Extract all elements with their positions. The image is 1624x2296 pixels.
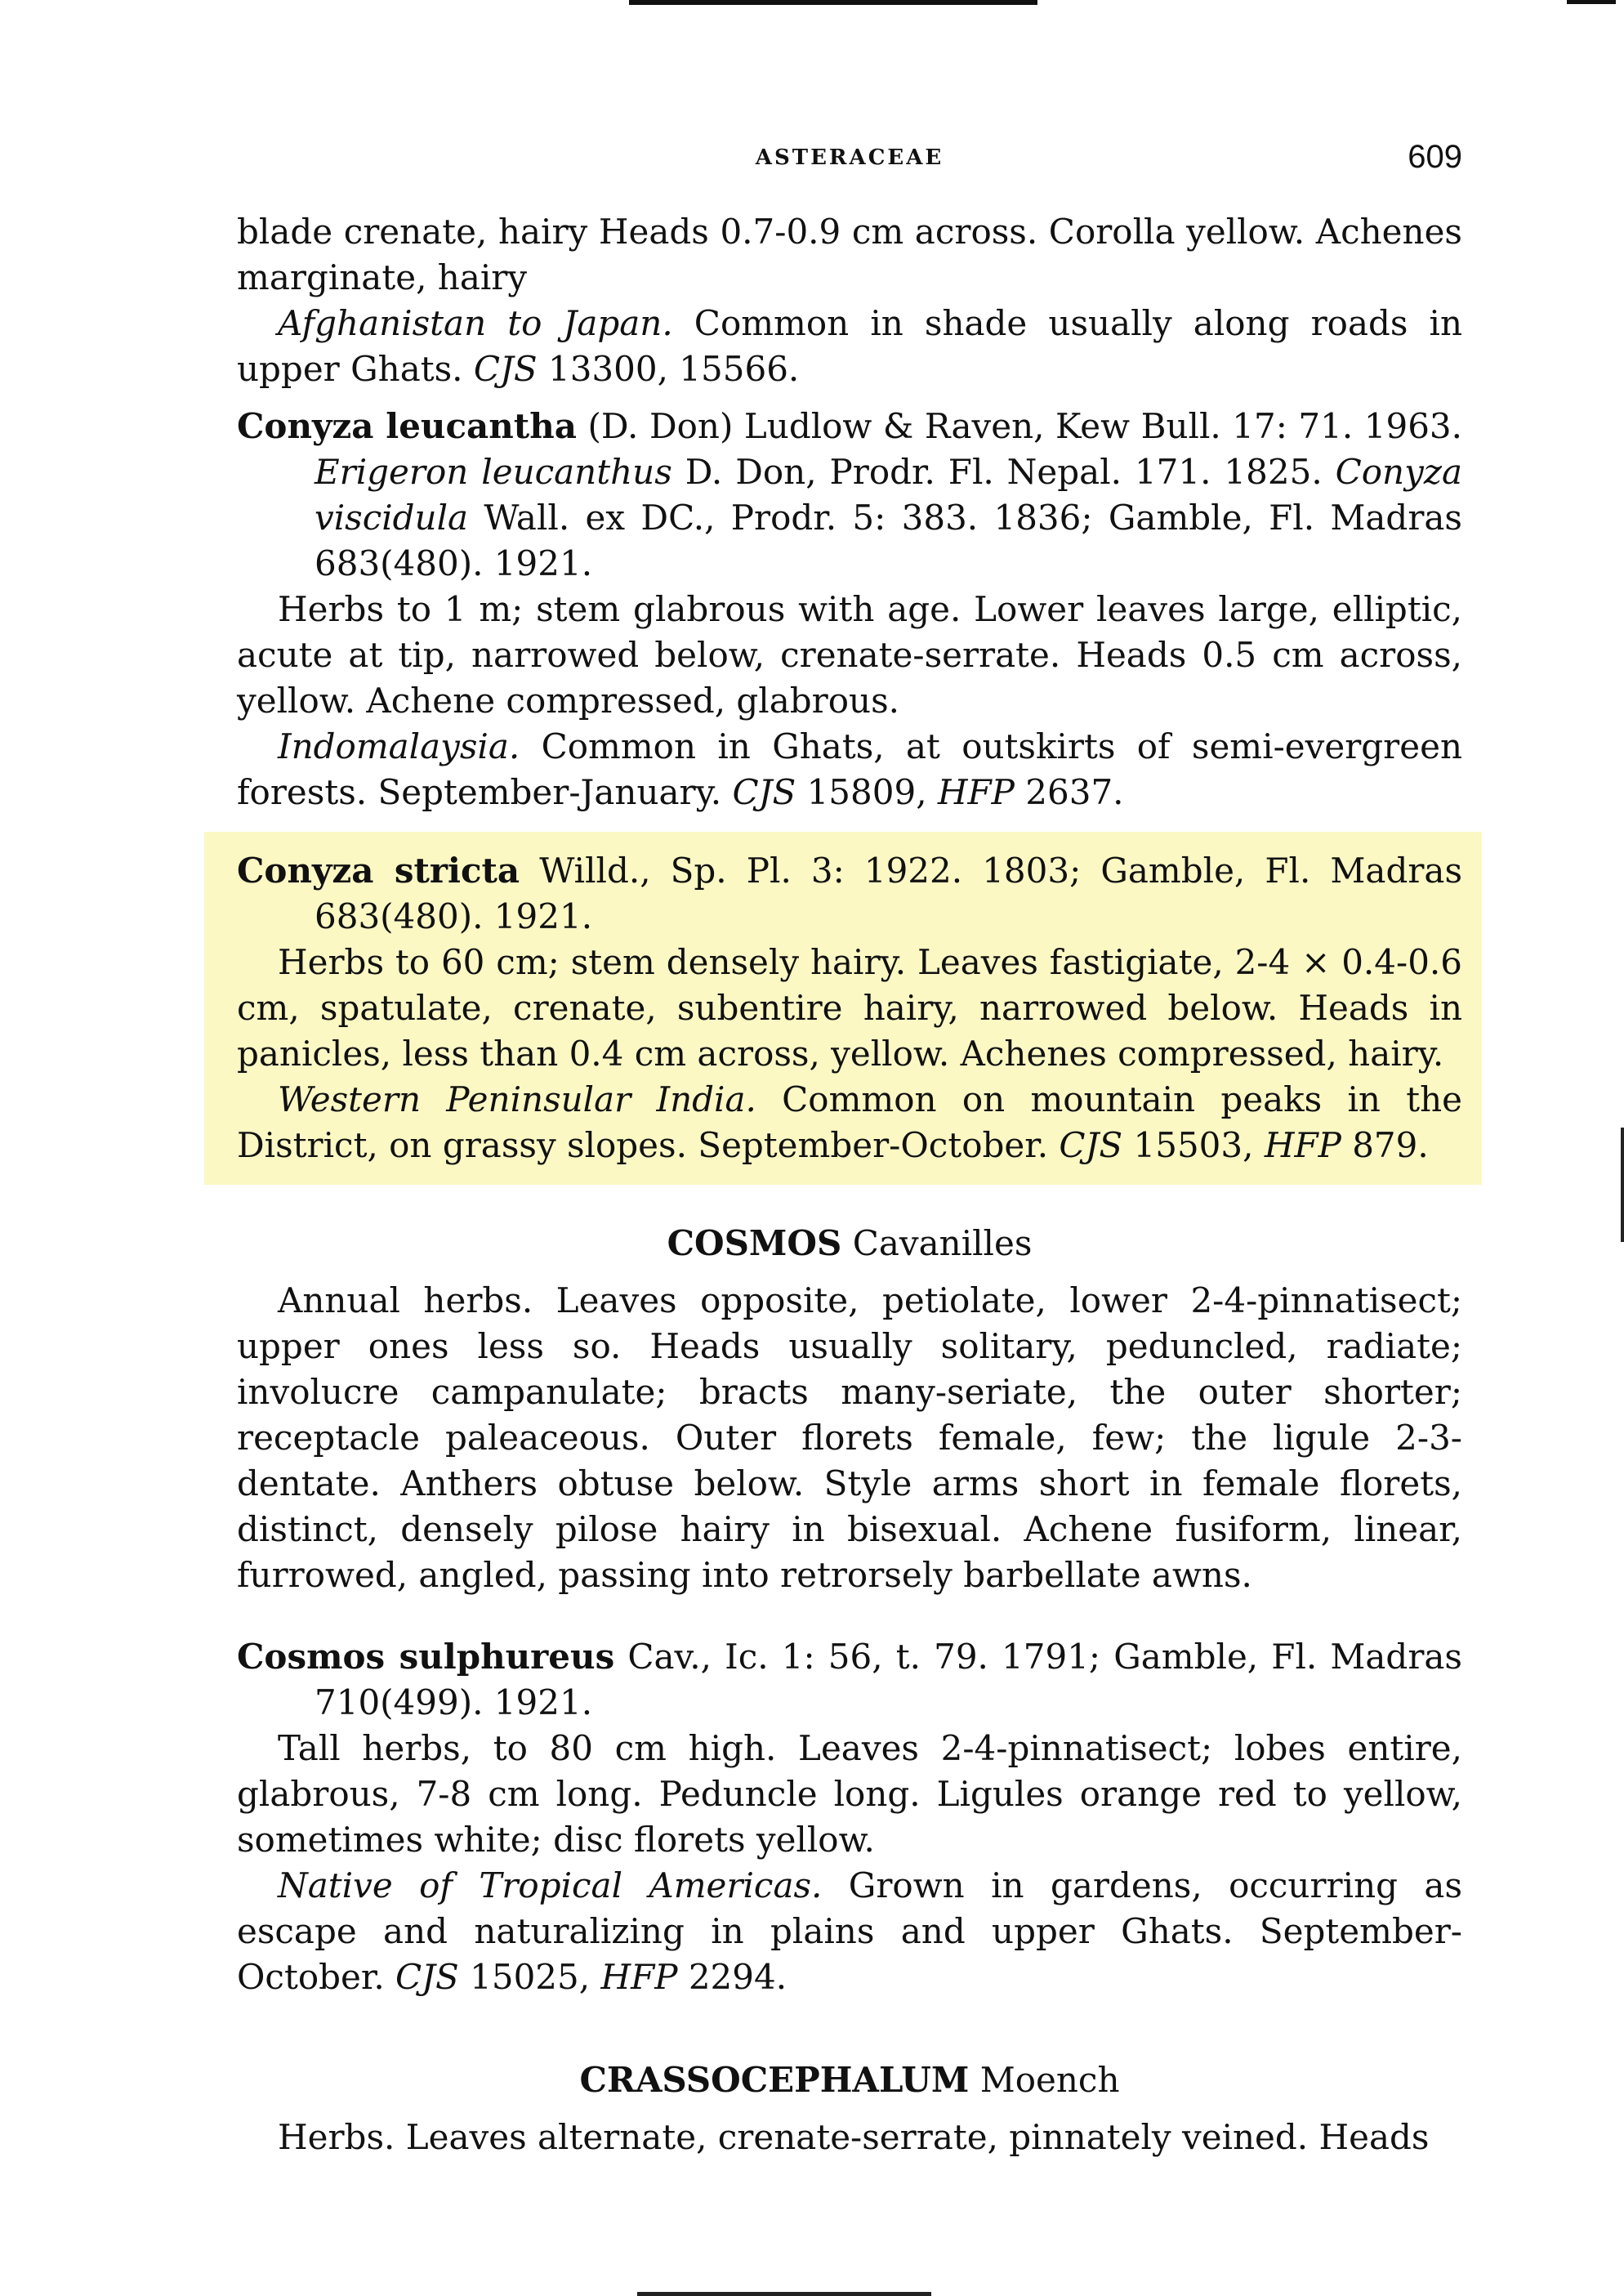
genus-name: COSMOS <box>667 1223 842 1263</box>
distribution-paragraph: Native of Tropical Americas. Grown in gardens, occurring as escape and naturalizing in plains and upper Ghats. September-October. CJS 15025, HFP 2294. <box>237 1865 1462 1997</box>
collection-code: HFP <box>1264 1125 1341 1165</box>
collection-code: HFP <box>937 772 1015 812</box>
description-continued: blade crenate, hairy Heads 0.7-0.9 cm across. Corolla yellow. Achenes marginate, hairy <box>237 212 1462 297</box>
scan-edge-mark <box>637 2292 931 2296</box>
collection-code: HFP <box>600 1957 678 1997</box>
species-heading-conyza-leucantha: Conyza leucantha (D. Don) Ludlow & Raven, Kew Bull. 17: 71. 1963. Erigeron leucanthus D. Don, Prodr. Fl. Nepal. 171. 1825. Conyza viscidula Wall. ex DC., Prodr. 5: 383. 1836; Gamble, Fl. Madras 683(480). 1921. <box>237 406 1462 583</box>
specimen-numbers: 13300, 15566. <box>537 349 800 389</box>
scan-edge-mark <box>629 0 1037 5</box>
distribution-region: Western Peninsular India. <box>278 1079 756 1119</box>
synonym: Conyza viscidula <box>315 452 1462 538</box>
species-name: Conyza stricta <box>237 851 520 891</box>
page-number: 609 <box>1408 139 1462 175</box>
distribution-paragraph: Western Peninsular India. Common on mountain peaks in the District, on grassy slopes. September-October. CJS 15503, HFP 879. <box>237 1079 1462 1165</box>
page-body <box>237 209 1462 2160</box>
distribution-region: Native of Tropical Americas. <box>278 1865 823 1905</box>
species-name: Conyza leucantha <box>237 406 577 446</box>
collection-code: CJS <box>1059 1125 1123 1165</box>
distribution-region: Afghanistan to Japan. <box>278 303 673 343</box>
scan-edge-mark <box>1567 0 1616 4</box>
distribution-paragraph: Indomalaysia. Common in Ghats, at outskirts of semi-evergreen forests. September-January. CJS 15809, HFP 2637. <box>237 726 1462 812</box>
genus-author: Cavanilles <box>841 1223 1033 1263</box>
family-title: ASTERACEAE <box>755 145 944 170</box>
distribution-region: Indomalaysia. <box>278 726 520 766</box>
genus-description: Annual herbs. Leaves opposite, petiolate, lower 2-4-pinnatisect; upper ones less so. Heads usually solitary, peduncled, radiate; involucre campanulate; bracts many-seriate, the outer shorter; receptacle paleaceous. Outer florets female, few; the ligule 2-3-dentate. Anthers obtuse below. Style arms short in female florets, distinct, densely pilose hairy in bisexual. Achene fusiform, linear, furrowed, angled, passing into retrorsely barbellate awns. <box>237 1280 1462 1595</box>
running-head <box>237 139 1462 180</box>
species-name: Cosmos sulphureus <box>237 1637 615 1677</box>
collection-code: CJS <box>395 1957 459 1997</box>
genus-description: Herbs. Leaves alternate, crenate-serrate, pinnately veined. Heads <box>278 2117 1430 2157</box>
species-description: Herbs to 60 cm; stem densely hairy. Leaves fastigiate, 2-4 × 0.4-0.6 cm, spatulate, crenate, subentire hairy, narrowed below. Heads in panicles, less than 0.4 cm across, yellow. Achenes compressed, hairy. <box>237 942 1462 1074</box>
collection-code: CJS <box>732 772 796 812</box>
distribution-paragraph: Afghanistan to Japan. Common in shade usually along roads in upper Ghats. CJS 13300, 15566. <box>237 303 1463 389</box>
highlighted-entry-conyza-stricta <box>204 832 1482 1185</box>
species-description: Herbs to 1 m; stem glabrous with age. Lower leaves large, elliptic, acute at tip, narrowed below, crenate-serrate. Heads 0.5 cm across, yellow. Achene compressed, glabrous. <box>237 589 1462 721</box>
species-description: Tall herbs, to 80 cm high. Leaves 2-4-pinnatisect; lobes entire, glabrous, 7-8 cm long. Peduncle long. Ligules orange red to yellow, sometimes white; disc florets yellow. <box>237 1728 1462 1860</box>
genus-author: Moench <box>969 2060 1120 2100</box>
scan-edge-mark <box>1621 1128 1624 1242</box>
species-heading-conyza-stricta: Conyza stricta Willd., Sp. Pl. 3: 1922. 1803; Gamble, Fl. Madras 683(480). 1921. <box>237 851 1462 936</box>
synonym: Erigeron leucanthus <box>315 452 672 492</box>
genus-heading-crassocephalum <box>237 2057 1462 2103</box>
genus-name: CRASSOCEPHALUM <box>579 2060 970 2100</box>
collection-code: CJS <box>473 349 538 389</box>
species-heading-cosmos-sulphureus: Cosmos sulphureus Cav., Ic. 1: 56, t. 79. 1791; Gamble, Fl. Madras 710(499). 1921. <box>237 1637 1462 1722</box>
genus-heading-cosmos <box>237 1221 1462 1266</box>
